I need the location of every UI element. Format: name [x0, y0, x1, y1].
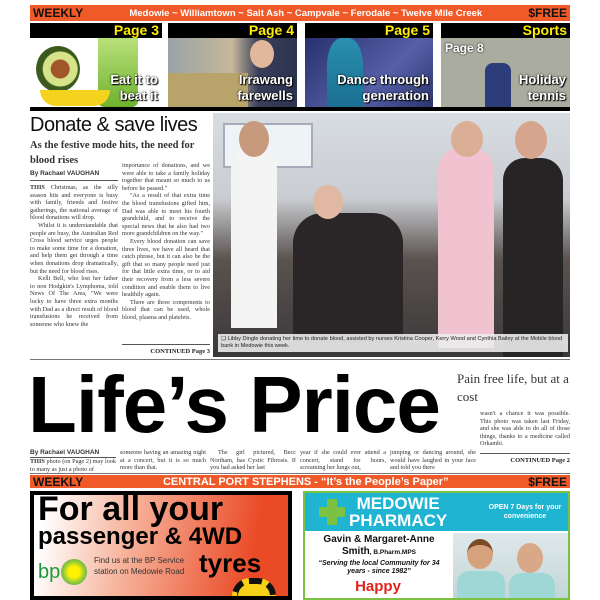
- greeting: Happy: [355, 578, 401, 595]
- story1-byline: By Rachael VAUGHAN: [30, 170, 118, 181]
- price-label: $FREE: [528, 474, 567, 489]
- ad-line-1: For all your: [38, 490, 224, 528]
- areas-list: Medowie ~ Williamtown ~ Salt Ash ~ Campvale ~ Ferodale ~ Twelve Mile Creek: [129, 7, 483, 19]
- divider: [30, 107, 570, 111]
- teaser-page-label: Page 4: [168, 23, 297, 38]
- teaser-caption: Dance through generation: [337, 72, 429, 103]
- divider: [30, 473, 570, 474]
- paragraph: photo (on Page 2) may look to many as just a photo of: [30, 458, 116, 473]
- price-label: $FREE: [528, 6, 567, 20]
- story2-column-1: [30, 458, 116, 473]
- weekly-label: WEEKLY: [33, 6, 84, 20]
- teaser-sports[interactable]: [441, 23, 570, 107]
- teaser-page-label: Sports: [441, 23, 570, 38]
- weekly-label: WEEKLY: [33, 474, 84, 489]
- paragraph: Christmas, as the silly season hits and everyone is busy with family, friends and festive gatherings, the national average of blood donations will drop.: [30, 184, 118, 222]
- paragraph: importance of donations, and we were able to take a family holiday together that meant so much to us before he passed.": [122, 162, 210, 192]
- pharmacy-cross-icon: [319, 499, 345, 525]
- teaser-page-5[interactable]: [305, 23, 433, 107]
- pharmacists-photo: [453, 533, 568, 598]
- owners: [309, 534, 449, 559]
- opening-hours: OPEN 7 Days for your convenience: [488, 504, 562, 520]
- story2-column-4: year if she could ever attend a concert, stand for hours, screaming her lungs out,: [300, 449, 386, 472]
- pharmacy-ad[interactable]: [303, 491, 570, 600]
- paragraph: Whilst it is understandable that people are busy, the Australian Red Cross blood service urges people to make some time for a donation, and help them get through a time when donations drop dramatically, but the need for blood rises.: [30, 221, 118, 275]
- paragraph: Every blood donation can save three lives, we have all heard that catch phrase, but it can also be the gift that so many people need just for that little extra time, or to aid their recovery from a less severe condition and enable them to live healthily again.: [122, 237, 210, 299]
- bp-logo: bp: [38, 561, 61, 583]
- photo-caption: ❑ Libby Dingle donating her time to donate blood, assisted by nurses Kristina Cooper, Kerry Wood and Cynthia Bailey at the Mobile blood bank in Medowie this week.: [218, 334, 568, 352]
- pharmacy-name: [349, 495, 447, 529]
- teaser-page-label: Page 5: [305, 23, 433, 38]
- teaser-caption: Holiday tennis: [519, 72, 566, 103]
- slogan: “Serving the local Community for 34 years - since 1982”: [318, 560, 440, 575]
- ad-location: Find us at the BP Service station on Medowie Road: [94, 556, 185, 576]
- story1-headline: Donate & save lives: [30, 114, 198, 136]
- teaser-caption: Irrawang farewells: [237, 72, 293, 103]
- bp-helios-icon: [61, 559, 87, 585]
- paragraph: Kelli Bell, who lost her father to non Hodgkin's Lymphoma, told News Of The Area, "We were lucky to have three extra months with Dad as a direct result of blood transfusions he received from someone who knew the: [30, 275, 118, 328]
- paragraph: There are three components to blood that can be used, whole blood, plasma and platelets.: [122, 298, 210, 321]
- story2-subhead: Pain free life, but at a cost: [457, 371, 569, 404]
- story2-continued-link[interactable]: CONTINUED Page 2: [480, 453, 570, 464]
- story2-column-2: someone having an amazing night at a concert, but it is so much more than that.: [120, 449, 206, 472]
- teaser-page-4[interactable]: [168, 23, 297, 107]
- story2-column-3: The girl pictured, Becc Northam, has Cystic Fibrosis. If you had asked her last: [210, 449, 296, 472]
- tagline: CENTRAL PORT STEPHENS - “It’s the People’s Paper”: [162, 475, 449, 488]
- story2-headline: Life’s Price: [28, 360, 440, 449]
- name-line: PHARMACY: [349, 511, 448, 530]
- qualifications: , B.Pharm.MPS: [369, 549, 416, 556]
- teaser-page-3[interactable]: [30, 23, 162, 107]
- story1-column-2: [122, 162, 210, 321]
- owner-names: Gavin & Margaret-Anne Smith: [323, 534, 435, 557]
- paragraph: "As a result of that extra time the blood transfusions gifted him, Dad was able to meet his fourth grandchild, and to receive the special news that he also had two more grandchildren on the way.": [122, 192, 210, 238]
- lead-word: THIS: [30, 458, 45, 465]
- story1-subhead: As the festive mode hits, the need for blood rises: [30, 140, 195, 166]
- story1-photo: [213, 113, 570, 357]
- masthead-bar: [30, 5, 570, 21]
- tyre-gear-icon: [232, 578, 276, 596]
- lead-word: THIS: [30, 184, 45, 191]
- ad-line-3: tyres: [199, 548, 262, 578]
- tyres-ad[interactable]: [30, 491, 292, 600]
- story1-column-1: [30, 184, 118, 328]
- story2-column-5: jumping or dancing around, she would have laughed in your face and told you there: [390, 449, 476, 472]
- teaser-caption: Eat it to beat it: [110, 72, 158, 103]
- ad-line-2: passenger & 4WD: [38, 523, 243, 550]
- footer-bar: [30, 475, 570, 488]
- teaser-sub-label: Page 8: [445, 41, 484, 55]
- teaser-page-label: Page 3: [30, 23, 162, 38]
- story2-byline: By Rachael VAUGHAN: [30, 449, 116, 458]
- name-line: MEDOWIE: [356, 494, 440, 513]
- story2-column-6: wasn't a chance it was possible. This photo was taken last Friday, and she was able to do all of those things, thanks to a medicine called Orkambi.: [480, 410, 570, 448]
- story1-continued-link[interactable]: CONTINUED Page 3: [122, 344, 210, 355]
